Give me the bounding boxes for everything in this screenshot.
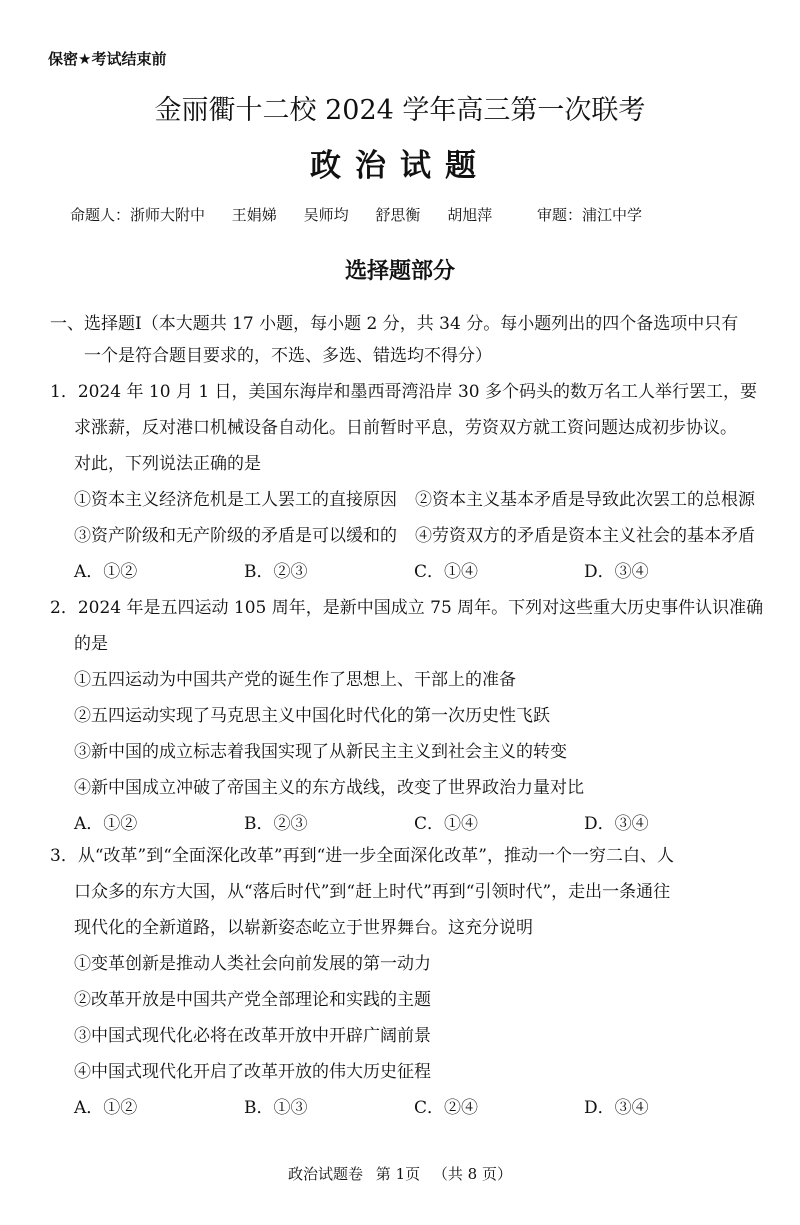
answer-options bbox=[50, 1090, 770, 1126]
confidential-notice: 保密★考试结束前 bbox=[48, 50, 167, 68]
question-stem-line: 现代化的全新道路，以崭新姿态屹立于世界舞台。这充分说明 bbox=[74, 918, 533, 938]
question-stem-line: 2．2024 年是五四运动 105 周年，是新中国成立 75 周年。下列对这些重大历史事件认识准确 bbox=[50, 598, 764, 618]
page-footer bbox=[0, 1163, 800, 1184]
part-instructions-line: 一、选择题Ⅰ（本大题共 17 小题，每小题 2 分，共 34 分。每小题列出的四个备选项中只有 bbox=[50, 314, 739, 334]
footer-subject: 政治试题卷 bbox=[288, 1165, 364, 1183]
statement: ①五四运动为中国共产党的诞生作了思想上、干部上的准备 bbox=[74, 670, 516, 690]
question-stem-line: 的是 bbox=[74, 634, 108, 654]
statement-row bbox=[50, 482, 770, 518]
part-instructions bbox=[50, 308, 770, 372]
option-b[interactable]: B．②③ bbox=[244, 562, 308, 582]
section-title: 选择题部分 bbox=[344, 258, 455, 284]
exam-title: 金丽衢十二校 2024 学年高三第一次联考 bbox=[154, 95, 646, 126]
option-d[interactable]: D．③④ bbox=[584, 814, 649, 834]
statement: ④劳资双方的矛盾是资本主义社会的基本矛盾 bbox=[415, 526, 755, 546]
option-c[interactable]: C．①④ bbox=[414, 814, 479, 834]
question-stem-line: 1．2024 年 10 月 1 日，美国东海岸和墨西哥湾沿岸 30 多个码头的数万名工人举行罢工，要 bbox=[50, 382, 757, 402]
question-2 bbox=[50, 590, 770, 842]
option-b[interactable]: B．②③ bbox=[244, 814, 308, 834]
answer-options bbox=[50, 554, 770, 590]
question-3 bbox=[50, 838, 770, 1126]
question-1 bbox=[50, 374, 770, 590]
statement: ④新中国成立冲破了帝国主义的东方战线，改变了世界政治力量对比 bbox=[74, 778, 584, 798]
statement: ①变革创新是推动人类社会向前发展的第一动力 bbox=[74, 954, 431, 974]
question-stem-line: 口众多的东方大国，从“落后时代”到“赶上时代”再到“引领时代”，走出一条通往 bbox=[74, 882, 671, 902]
authors-label: 命题人：浙师大附中 bbox=[70, 206, 206, 224]
statement: ③资产阶级和无产阶级的矛盾是可以缓和的 bbox=[74, 526, 397, 546]
subject-title: 政治试题 bbox=[310, 148, 490, 184]
statement: ③中国式现代化必将在改革开放中开辟广阔前景 bbox=[74, 1026, 431, 1046]
statement: ③新中国的成立标志着我国实现了从新民主主义到社会主义的转变 bbox=[74, 742, 567, 762]
statement: ①资本主义经济危机是工人罢工的直接原因 bbox=[74, 490, 397, 510]
statement: ②改革开放是中国共产党全部理论和实践的主题 bbox=[74, 990, 431, 1010]
statement: ②资本主义基本矛盾是导致此次罢工的总根源 bbox=[415, 490, 755, 510]
option-a[interactable]: A．①② bbox=[74, 562, 138, 582]
option-c[interactable]: C．①④ bbox=[414, 562, 479, 582]
question-stem-line: 3．从“改革”到“全面深化改革”再到“进一步全面深化改革”，推动一个一穷二白、人 bbox=[50, 846, 674, 866]
statement: ②五四运动实现了马克思主义中国化时代化的第一次历史性飞跃 bbox=[74, 706, 550, 726]
footer-total-pages: （共 8 页） bbox=[432, 1165, 512, 1183]
option-b[interactable]: B．①③ bbox=[244, 1098, 308, 1118]
statement: ④中国式现代化开启了改革开放的伟大历史征程 bbox=[74, 1062, 431, 1082]
author-name: 舒思衡 bbox=[375, 206, 421, 224]
option-d[interactable]: D．③④ bbox=[584, 562, 649, 582]
option-c[interactable]: C．②④ bbox=[414, 1098, 479, 1118]
option-a[interactable]: A．①② bbox=[74, 814, 138, 834]
question-stem-line: 对此，下列说法正确的是 bbox=[74, 454, 261, 474]
answer-options bbox=[50, 806, 770, 842]
reviewer: 审题：浦江中学 bbox=[536, 206, 642, 224]
authors-line bbox=[70, 204, 664, 225]
footer-page-number: 第 1页 bbox=[375, 1165, 421, 1183]
part-instructions-line: 一个是符合题目要求的，不选、多选、错选均不得分） bbox=[84, 346, 492, 366]
option-a[interactable]: A．①② bbox=[74, 1098, 138, 1118]
author-name: 吴师均 bbox=[303, 206, 349, 224]
author-name: 胡旭萍 bbox=[447, 206, 493, 224]
question-stem-line: 求涨薪，反对港口机械设备自动化。日前暂时平息，劳资双方就工资问题达成初步协议。 bbox=[74, 418, 737, 438]
statement-row bbox=[50, 518, 770, 554]
author-name: 王娟娣 bbox=[231, 206, 277, 224]
option-d[interactable]: D．③④ bbox=[584, 1098, 649, 1118]
